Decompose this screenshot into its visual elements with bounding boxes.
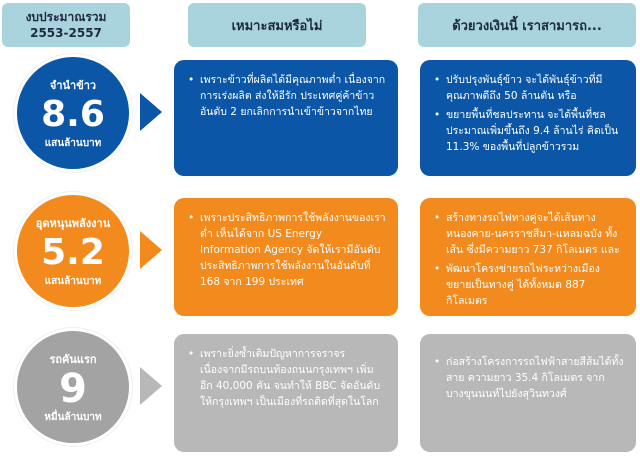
alternatives-box-first-car xyxy=(420,334,636,452)
budget-label: อุดหนุนพลังงาน xyxy=(35,216,111,230)
reason-box-first-car xyxy=(174,334,398,452)
header-appropriate: เหมาะสมหรือไม่ xyxy=(188,3,366,47)
header-budget-line1: งบประมาณรวม xyxy=(25,10,107,24)
reason-box-rice xyxy=(174,60,398,176)
alternatives-box-energy xyxy=(420,198,636,316)
budget-unit: แสนล้านบาท xyxy=(44,275,102,287)
budget-value: 5.2 xyxy=(41,231,105,273)
budget-circle-energy xyxy=(14,192,132,310)
budget-unit: แสนล้านบาท xyxy=(44,137,102,149)
alternative-item: • ปรับปรุงพันธุ์ข้าว จะได้พันธุ์ข้าวที่มีคุณภาพดีถึง 50 ล้านตัน หรือ xyxy=(434,72,624,104)
budget-unit: หมื่นล้านบาท xyxy=(44,411,102,423)
alternative-item: • พัฒนาโครงข่ายรถไฟระหว่างเมือง ขยายเป็นทางคู่ ได้ทั้งหมด 887 กิโลเมตร xyxy=(434,261,624,309)
budget-value: 8.6 xyxy=(41,93,105,135)
budget-value: 9 xyxy=(59,365,87,412)
budget-label: รถคันแรก xyxy=(49,352,97,366)
header-budget-line2: 2553-2557 xyxy=(30,26,102,40)
arrow-right-icon xyxy=(140,367,162,405)
reason-box-energy xyxy=(174,198,398,316)
header-budget xyxy=(2,3,130,47)
alternative-item: • ขยายพื้นที่ชลประทาน จะได้พื้นที่ชลประมาณเพิ่มขึ้นถึง 9.4 ล้านไร่ คิดเป็น 11.3% ของพื้นที่ปลูกข้าวรวม xyxy=(434,107,624,155)
arrow-right-icon xyxy=(140,231,162,269)
reason-text: • เพราะประสิทธิภาพการใช้พลังงานของเราต่ำ เห็นได้จาก US Energy Information Agency จัดให้เรามีอันดับประสิทธิภาพการใช้พลังงานในอันดับที่ 168 จาก 199 ประเทศ xyxy=(188,210,386,290)
header-alternatives: ด้วยวงเงินนี้ เราสามารถ... xyxy=(418,3,636,47)
reason-text: • เพราะยิ่งซ้ำเติมปัญหาการจราจร เนื่องจากมีรถบนท้องถนนกรุงเทพฯ เพิ่มอีก 40,000 คัน จนทำให้ BBC จัดอันดับให้กรุงเทพฯ เป็นเมืองที่รถติดที่สุดในโลก xyxy=(188,346,386,410)
budget-circle-first-car xyxy=(14,328,132,446)
alternatives-box-rice xyxy=(420,60,636,176)
budget-circle-rice xyxy=(14,54,132,172)
arrow-right-icon xyxy=(140,93,162,131)
alternative-item: • ก่อสร้างโครงการรถไฟฟ้าสายสีส้มได้ทั้งสาย ความยาว 35.4 กิโลเมตร จากบางขุนนนท์ไปยังสุวินทวงศ์ xyxy=(434,354,624,402)
alternative-item: • สร้างทางรถไฟทางคู่จะได้เส้นทางหนองคาย-นครราชสีมา-แหลมฉบัง ทั้งเส้น ซึ่งมีความยาว 737 กิโลเมตร และ xyxy=(434,210,624,258)
budget-label: จำนำข้าว xyxy=(49,78,97,92)
reason-text: • เพราะข้าวที่ผลิตได้มีคุณภาพต่ำ เนื่องจากการเร่งผลิต ส่งให้อีรัก ประเทศคู่ค้าข้าวอันดับ 2 ยกเลิกการนำเข้าข้าวจากไทย xyxy=(188,72,386,120)
